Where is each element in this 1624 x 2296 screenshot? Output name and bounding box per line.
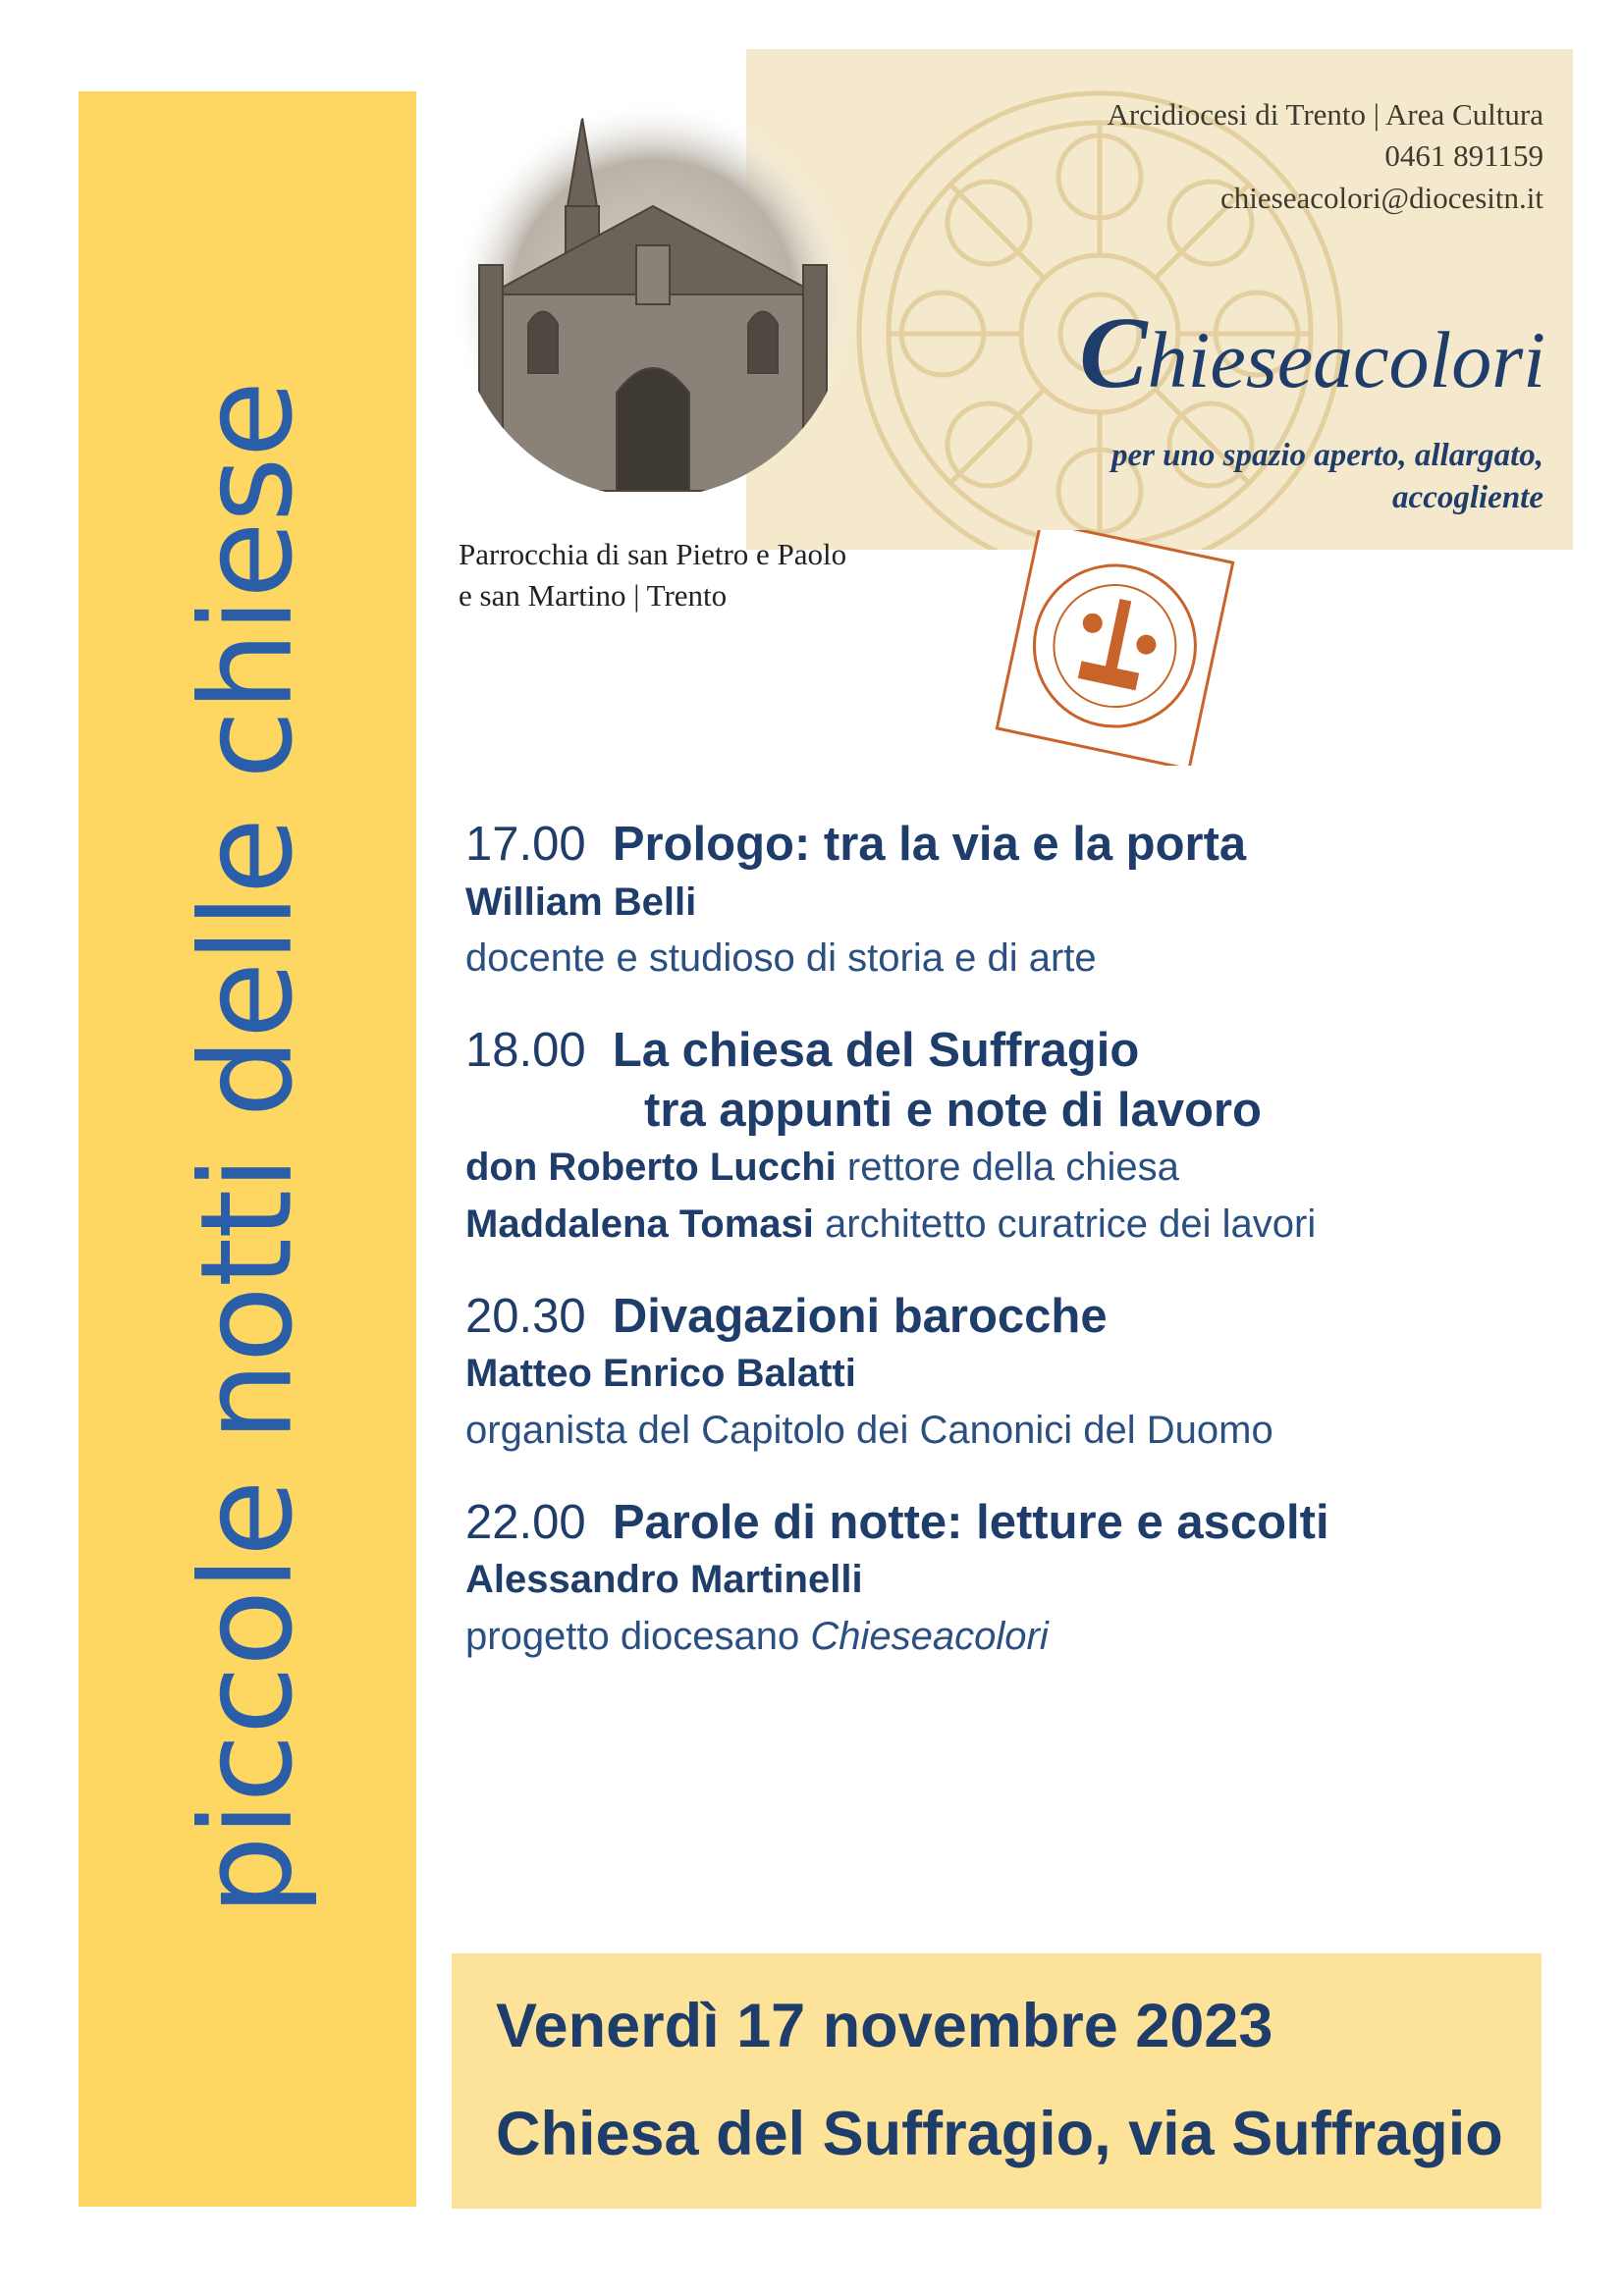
tagline-line-1: per uno spazio aperto, allargato, [1110,438,1543,473]
event-item [465,815,1595,988]
event-role-project: Chieseacolori [810,1614,1049,1658]
event-title: Divagazioni barocche [612,1289,1108,1343]
event-item [465,1493,1595,1666]
header-box [746,49,1573,550]
event-title: Prologo: tra la via e la porta [612,818,1247,871]
event-title: La chiesa del Suffragio [612,1023,1140,1077]
parish-line-1: Parrocchia di san Pietro e Paolo [459,537,847,571]
event-role-prefix: progetto diocesano [465,1614,800,1658]
event-time: 18.00 [465,1023,586,1077]
event-time: 17.00 [465,818,586,871]
event-role: organista del Capitolo dei Canonici del Duomo [465,1408,1273,1452]
program-schedule [465,815,1595,1699]
contact-info [1108,94,1543,219]
tagline-line-2: accogliente [1392,479,1543,515]
date-location-box [452,1953,1542,2209]
parish-line-2: e san Martino | Trento [459,577,728,613]
event-item [465,1021,1595,1254]
event-title-line-2: tra appunti e note di lavoro [644,1083,1262,1137]
organ-association-logo [962,530,1267,766]
side-title: piccole notti delle chiese [174,381,321,1916]
event-speaker: Maddalena Tomasi [465,1202,814,1247]
event-role: architetto curatrice dei lavori [825,1202,1317,1247]
brand-tagline [1111,435,1543,519]
event-item [465,1287,1595,1460]
brand-title [1079,294,1545,411]
contact-phone: 0461 891159 [1384,138,1543,174]
event-title: Parole di notte: letture e ascolti [612,1495,1329,1549]
event-location: Chiesa del Suffragio, via Suffragio [496,2100,1503,2168]
event-time: 22.00 [465,1495,586,1549]
contact-org: Arcidiocesi di Trento | Area Cultura [1107,97,1543,132]
event-role: docente e studioso di storia e di arte [465,936,1097,981]
event-date: Venerdì 17 novembre 2023 [496,1992,1273,2060]
event-speaker: don Roberto Lucchi [465,1146,837,1190]
event-speaker: Alessandro Martinelli [465,1558,863,1602]
event-time: 20.30 [465,1289,586,1343]
parish-caption [459,534,846,616]
brand-initial: C [1079,296,1148,409]
event-speaker: William Belli [465,880,697,924]
contact-email: chieseacolori@diocesitn.it [1220,180,1543,215]
church-photo [450,98,857,506]
brand-rest: hieseacolori [1147,315,1545,404]
event-speaker: Matteo Enrico Balatti [465,1352,856,1396]
event-role: rettore della chiesa [846,1146,1179,1190]
event-role [465,1609,1595,1666]
